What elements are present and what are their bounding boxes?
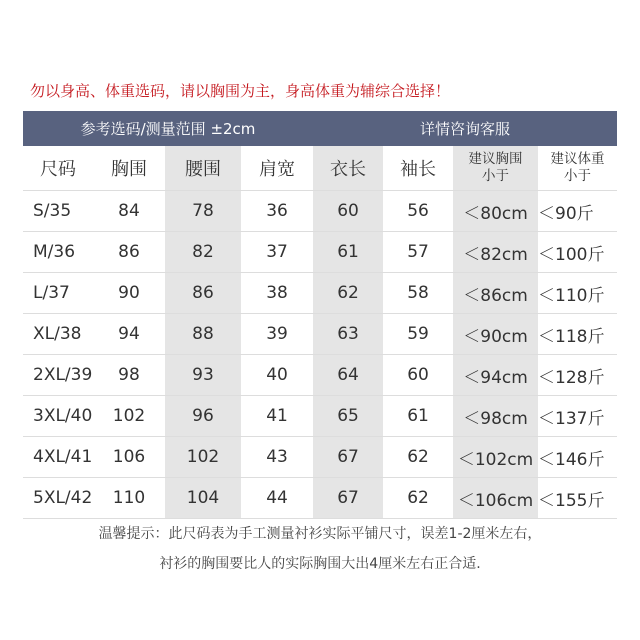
- cell-chest: 106: [93, 437, 165, 478]
- cell-size: XL/38: [23, 314, 93, 355]
- cell-shoulder: 39: [241, 314, 313, 355]
- table-row: [23, 355, 617, 396]
- cell-suggested-weight: ＜146斤: [538, 437, 617, 478]
- cell-suggested-weight: ＜118斤: [538, 314, 617, 355]
- cell-sleeve: 60: [383, 355, 453, 396]
- cell-sleeve: 59: [383, 314, 453, 355]
- cell-size: 4XL/41: [23, 437, 93, 478]
- cell-waist: 86: [165, 273, 241, 314]
- header-sleeve: 袖长: [383, 146, 453, 191]
- cell-shoulder: 41: [241, 396, 313, 437]
- cell-waist: 82: [165, 232, 241, 273]
- size-chart-table: [23, 111, 617, 519]
- cell-waist: 96: [165, 396, 241, 437]
- table-header-row: [23, 146, 617, 191]
- banner-contact-service: 详情咨询客服: [313, 111, 617, 146]
- cell-suggested-weight: ＜155斤: [538, 478, 617, 519]
- cell-length: 64: [313, 355, 383, 396]
- cell-length: 61: [313, 232, 383, 273]
- cell-chest: 90: [93, 273, 165, 314]
- table-row: [23, 396, 617, 437]
- cell-waist: 88: [165, 314, 241, 355]
- cell-sleeve: 57: [383, 232, 453, 273]
- cell-shoulder: 36: [241, 191, 313, 232]
- cell-suggested-chest: ＜106cm: [453, 478, 538, 519]
- cell-size: M/36: [23, 232, 93, 273]
- cell-suggested-weight: ＜128斤: [538, 355, 617, 396]
- cell-length: 67: [313, 478, 383, 519]
- cell-suggested-weight: ＜110斤: [538, 273, 617, 314]
- cell-shoulder: 37: [241, 232, 313, 273]
- table-row: [23, 191, 617, 232]
- cell-sleeve: 56: [383, 191, 453, 232]
- table-row: [23, 314, 617, 355]
- cell-length: 62: [313, 273, 383, 314]
- table-banner: [23, 111, 617, 146]
- cell-waist: 104: [165, 478, 241, 519]
- cell-chest: 102: [93, 396, 165, 437]
- cell-chest: 110: [93, 478, 165, 519]
- cell-suggested-chest: ＜102cm: [453, 437, 538, 478]
- cell-sleeve: 62: [383, 437, 453, 478]
- cell-size: 3XL/40: [23, 396, 93, 437]
- cell-sleeve: 61: [383, 396, 453, 437]
- cell-shoulder: 44: [241, 478, 313, 519]
- cell-length: 60: [313, 191, 383, 232]
- footer-tip-line-2: 衬衫的胸围要比人的实际胸围大出4厘米左右正合适.: [159, 556, 481, 572]
- cell-waist: 102: [165, 437, 241, 478]
- cell-suggested-chest: ＜82cm: [453, 232, 538, 273]
- cell-suggested-chest: ＜98cm: [453, 396, 538, 437]
- cell-size: S/35: [23, 191, 93, 232]
- table-row: [23, 478, 617, 519]
- table-row: [23, 273, 617, 314]
- header-size: 尺码: [23, 146, 93, 191]
- banner-measure-range: 参考选码/测量范围 ±2cm: [23, 111, 313, 146]
- cell-sleeve: 62: [383, 478, 453, 519]
- cell-suggested-chest: ＜90cm: [453, 314, 538, 355]
- header-suggested-chest: 建议胸围 小于: [453, 146, 538, 191]
- cell-length: 63: [313, 314, 383, 355]
- cell-suggested-chest: ＜80cm: [453, 191, 538, 232]
- cell-suggested-chest: ＜86cm: [453, 273, 538, 314]
- cell-size: 2XL/39: [23, 355, 93, 396]
- selection-notice: 勿以身高、体重选码，请以胸围为主，身高体重为辅综合选择！: [30, 82, 451, 100]
- cell-length: 65: [313, 396, 383, 437]
- cell-shoulder: 40: [241, 355, 313, 396]
- header-shoulder: 肩宽: [241, 146, 313, 191]
- cell-shoulder: 43: [241, 437, 313, 478]
- cell-suggested-weight: ＜100斤: [538, 232, 617, 273]
- cell-suggested-weight: ＜90斤: [538, 191, 617, 232]
- cell-suggested-chest: ＜94cm: [453, 355, 538, 396]
- cell-chest: 98: [93, 355, 165, 396]
- cell-sleeve: 58: [383, 273, 453, 314]
- cell-shoulder: 38: [241, 273, 313, 314]
- cell-suggested-weight: ＜137斤: [538, 396, 617, 437]
- cell-length: 67: [313, 437, 383, 478]
- cell-waist: 78: [165, 191, 241, 232]
- table-row: [23, 437, 617, 478]
- cell-chest: 86: [93, 232, 165, 273]
- header-length: 衣长: [313, 146, 383, 191]
- footer-tip-line-1: 温馨提示：此尺码表为手工测量衬衫实际平铺尺寸，误差1-2厘米左右，: [98, 526, 542, 542]
- cell-chest: 94: [93, 314, 165, 355]
- header-chest: 胸围: [93, 146, 165, 191]
- cell-chest: 84: [93, 191, 165, 232]
- table-row: [23, 232, 617, 273]
- header-waist: 腰围: [165, 146, 241, 191]
- header-suggested-weight: 建议体重 小于: [538, 146, 617, 191]
- cell-waist: 93: [165, 355, 241, 396]
- cell-size: L/37: [23, 273, 93, 314]
- cell-size: 5XL/42: [23, 478, 93, 519]
